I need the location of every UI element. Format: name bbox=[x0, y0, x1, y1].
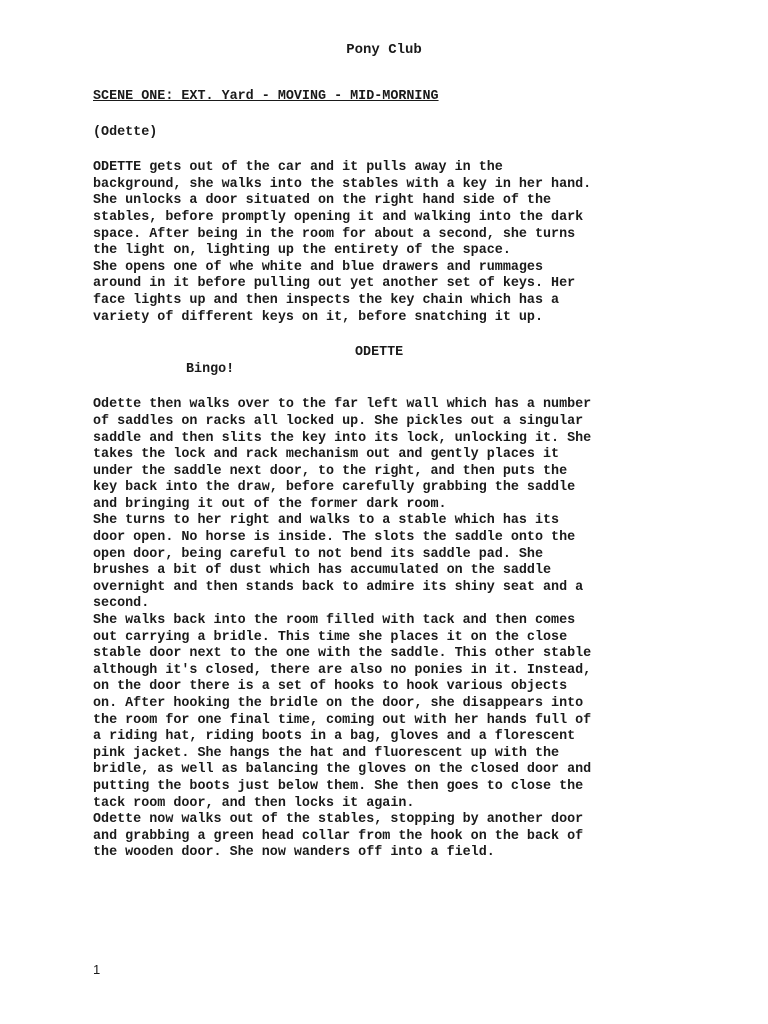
action-line: stables, before promptly opening it and walking into the dark bbox=[93, 209, 584, 225]
action-line: and bringing it out of the former dark room. bbox=[93, 496, 447, 512]
page-number: 1 bbox=[93, 962, 101, 977]
action-line: out carrying a bridle. This time she places it on the close bbox=[93, 629, 568, 645]
action-line: the wooden door. She now wanders off into a field. bbox=[93, 845, 495, 861]
action-line: the light on, lighting up the entirety of the space. bbox=[93, 243, 511, 259]
action-block-2 bbox=[93, 397, 683, 862]
action-line: takes the lock and rack mechanism out and gently places it bbox=[93, 447, 560, 463]
action-line: space. After being in the room for about a second, she turns bbox=[93, 226, 576, 242]
action-line: bridle, as well as balancing the gloves on the closed door and bbox=[93, 762, 592, 778]
script-body bbox=[93, 89, 683, 862]
dialogue-line: Bingo! bbox=[186, 361, 235, 377]
action-line: stable door next to the one with the saddle. This other stable bbox=[93, 646, 592, 662]
action-line: the room for one final time, coming out with her hands full of bbox=[93, 712, 592, 728]
action-line: overnight and then stands back to admire its shiny seat and a bbox=[93, 579, 584, 595]
action-line: She unlocks a door situated on the right hand side of the bbox=[93, 193, 552, 209]
action-line: on. After hooking the bridle on the door, she disappears into bbox=[93, 696, 584, 711]
action-line: key back into the draw, before carefully grabbing the saddle bbox=[93, 480, 576, 496]
action-line: although it's closed, there are also no ponies in it. Instead, bbox=[93, 662, 592, 678]
action-line: putting the boots just below them. She then goes to close the bbox=[93, 778, 584, 794]
document-title: Pony Club bbox=[346, 42, 422, 58]
action-line: door open. No horse is inside. The slots the saddle onto the bbox=[93, 530, 576, 546]
action-line: around in it before pulling out yet another set of keys. Her bbox=[93, 276, 576, 292]
action-line: She turns to her right and walks to a stable which has its bbox=[93, 513, 560, 529]
action-line: open door, being careful to not bend its saddle pad. She bbox=[93, 546, 543, 562]
scene-heading: SCENE ONE: EXT. Yard - MOVING - MID-MORNING bbox=[93, 89, 439, 104]
action-line: saddle and then slits the key into its lock, unlocking it. She bbox=[93, 430, 592, 446]
action-line: She walks back into the room filled with tack and then comes bbox=[93, 613, 576, 629]
action-line: on the door there is a set of hooks to hook various objects bbox=[93, 679, 568, 695]
action-line: second. bbox=[93, 596, 150, 612]
action-line: She opens one of whe white and blue drawers and rummages bbox=[93, 259, 543, 275]
characters-present: (Odette) bbox=[93, 124, 158, 140]
action-line: pink jacket. She hangs the hat and fluorescent up with the bbox=[93, 745, 560, 761]
action-block-1 bbox=[93, 160, 683, 326]
action-line: of saddles on racks all locked up. She pickles out a singular bbox=[93, 413, 584, 429]
character-cue: ODETTE bbox=[355, 345, 404, 361]
action-line: ODETTE gets out of the car and it pulls away in the bbox=[93, 160, 503, 176]
action-line: a riding hat, riding boots in a bag, gloves and a florescent bbox=[93, 729, 576, 745]
action-line: and grabbing a green head collar from the hook on the back of bbox=[93, 828, 584, 844]
action-line: variety of different keys on it, before snatching it up. bbox=[93, 309, 543, 325]
action-line: tack room door, and then locks it again. bbox=[93, 795, 415, 811]
action-line: face lights up and then inspects the key chain which has a bbox=[93, 292, 560, 308]
action-line: under the saddle next door, to the right, and then puts the bbox=[93, 463, 568, 479]
action-line: Odette then walks over to the far left wall which has a number bbox=[93, 397, 592, 413]
action-line: Odette now walks out of the stables, stopping by another door bbox=[93, 812, 584, 828]
action-line: background, she walks into the stables with a key in her hand. bbox=[93, 176, 592, 192]
action-line: brushes a bit of dust which has accumulated on the saddle bbox=[93, 563, 552, 579]
